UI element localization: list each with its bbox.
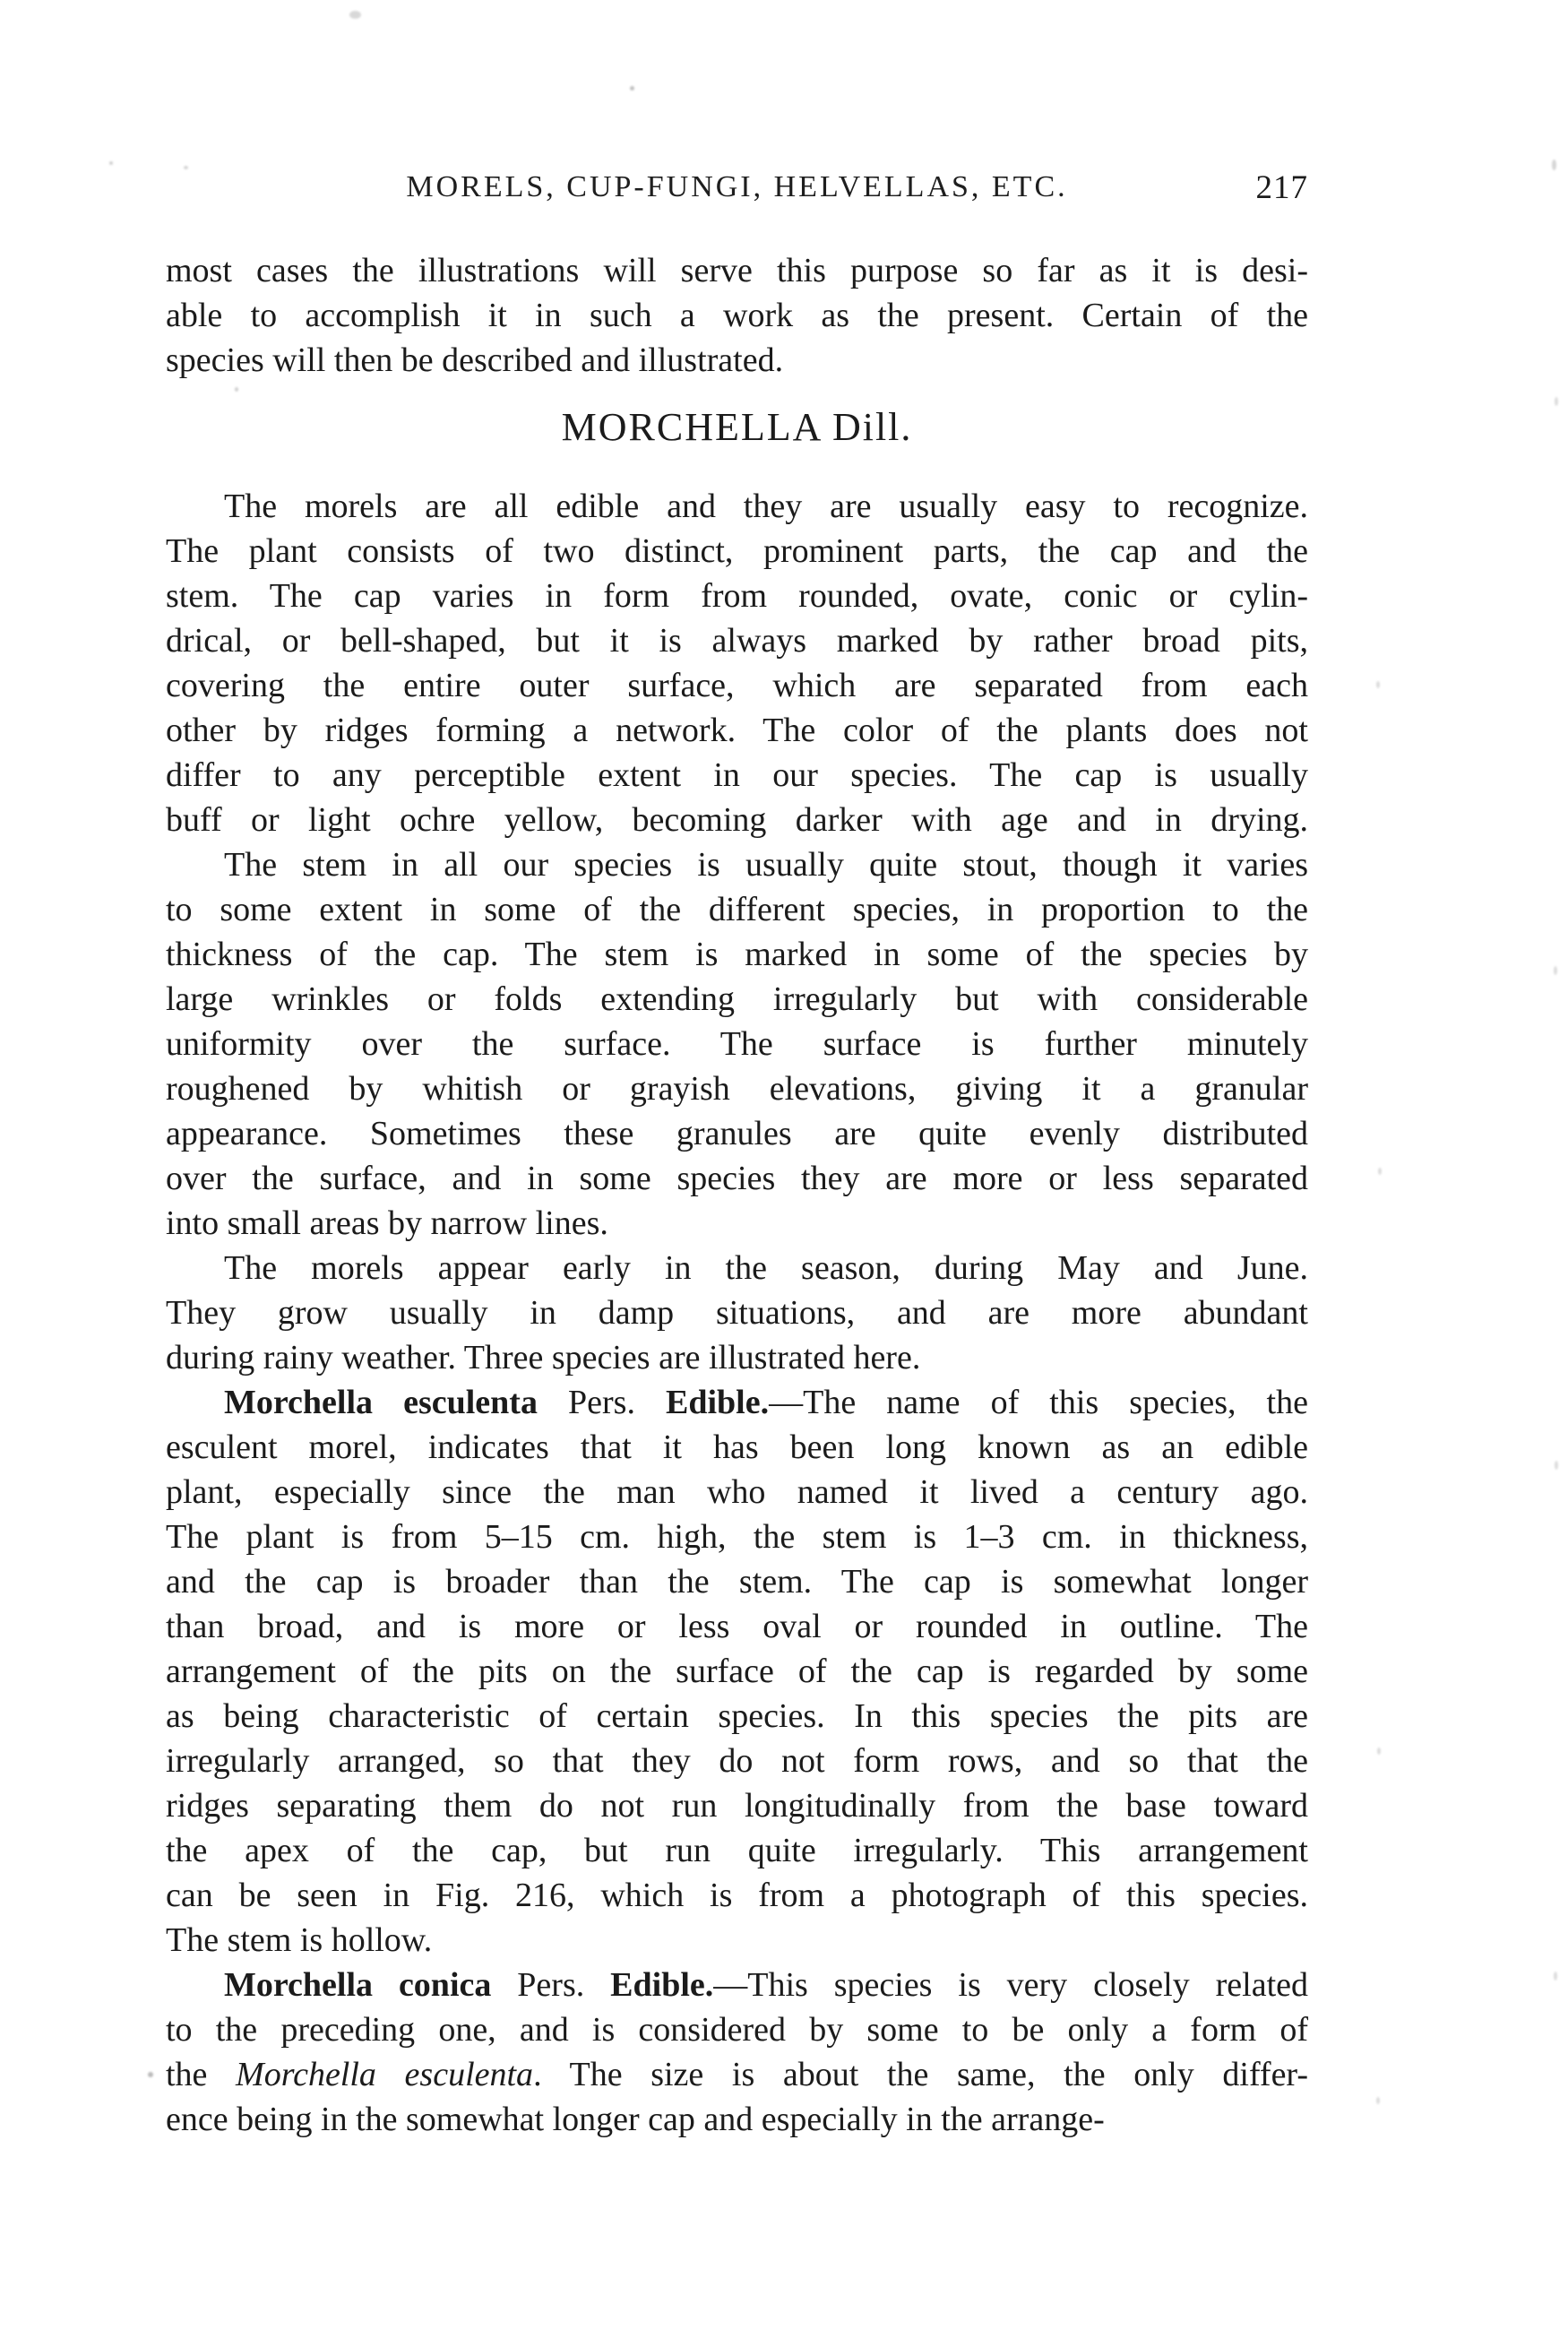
species-name-bold: Morchella conica xyxy=(224,1966,492,2004)
text-line: drical, or bell-shaped, but it is always marked by rather broad pits, xyxy=(166,622,1308,660)
text-run: Pers. xyxy=(537,1384,667,1421)
scan-artifact xyxy=(1554,966,1557,975)
scan-artifact xyxy=(109,161,113,165)
text-line: the apex of the cap, but run quite irregularly. This arrangement xyxy=(166,1832,1308,1869)
text-line: other by ridges forming a network. The color of the plants does not xyxy=(166,712,1308,749)
scan-artifact xyxy=(1376,2097,1380,2104)
scan-artifact xyxy=(235,387,238,392)
scan-artifact xyxy=(1377,1748,1381,1755)
text-run: . The size is about the same, the only differ- xyxy=(533,2056,1308,2093)
text-line: The stem is hollow. xyxy=(166,1921,433,1959)
text-line: species will then be described and illustrated. xyxy=(166,341,784,379)
scan-artifact xyxy=(1376,681,1380,688)
running-title: MORELS, CUP-FUNGI, HELVELLAS, ETC. xyxy=(406,170,1068,203)
text-run: —The name of this species, the xyxy=(769,1384,1308,1421)
edible-label-bold: Edible. xyxy=(610,1966,714,2004)
scan-artifact xyxy=(1555,1461,1558,1470)
text-run: —This species is very closely related xyxy=(713,1966,1308,2004)
text-line: and the cap is broader than the stem. The cap is somewhat longer xyxy=(166,1563,1308,1601)
text-line: irregularly arranged, so that they do not form rows, and so that the xyxy=(166,1742,1308,1780)
text-block xyxy=(166,248,1308,2142)
text-line: The morels appear early in the season, during May and June. xyxy=(224,1249,1308,1287)
text-line: during rainy weather. Three species are illustrated here. xyxy=(166,1339,921,1376)
paragraph-continuation xyxy=(166,248,1308,383)
text-line: ence being in the somewhat longer cap and especially in the arrange- xyxy=(166,2101,1105,2138)
text-run: Pers. xyxy=(491,1966,611,2004)
text-line: The plant consists of two distinct, prominent parts, the cap and the xyxy=(166,532,1308,570)
text-line: as being characteristic of certain species. In this species the pits are xyxy=(166,1697,1308,1735)
text-line: can be seen in Fig. 216, which is from a photograph of this species. xyxy=(166,1877,1308,1914)
text-line: appearance. Sometimes these granules are quite evenly distributed xyxy=(166,1115,1308,1152)
scan-artifact xyxy=(349,11,361,19)
scan-artifact xyxy=(1554,1972,1557,1980)
text-line: large wrinkles or folds extending irregularly but with considerable xyxy=(166,980,1308,1018)
text-line: stem. The cap varies in form from rounded, ovate, conic or cylin- xyxy=(166,577,1308,615)
text-line: roughened by whitish or grayish elevations, giving it a granular xyxy=(166,1070,1308,1108)
text-line xyxy=(166,1963,1308,2007)
text-line: The stem in all our species is usually quite stout, though it varies xyxy=(224,846,1308,884)
text-line xyxy=(166,2052,1308,2097)
text-line: to some extent in some of the different species, in proportion to the xyxy=(166,891,1308,928)
text-line: buff or light ochre yellow, becoming darker with age and in drying. xyxy=(166,801,1308,839)
text-line: than broad, and is more or less oval or rounded in outline. The xyxy=(166,1608,1308,1645)
scan-artifact xyxy=(630,86,634,91)
text-line: most cases the illustrations will serve this purpose so far as it is desi- xyxy=(166,252,1308,289)
page-header xyxy=(166,170,1308,211)
page-number: 217 xyxy=(1255,169,1308,206)
text-run: the xyxy=(166,2056,237,2093)
paragraph-morchella-esculenta xyxy=(166,1380,1308,1963)
text-line xyxy=(166,1380,1308,1425)
text-line: to the preceding one, and is considered by some to be only a form of xyxy=(166,2011,1308,2049)
edible-label-bold: Edible. xyxy=(666,1384,770,1421)
text-line: over the surface, and in some species they are more or less separated xyxy=(166,1160,1308,1197)
scan-artifact xyxy=(148,2072,153,2077)
species-name-italic: Morchella esculenta xyxy=(236,2056,534,2093)
text-line: thickness of the cap. The stem is marked in some of the species by xyxy=(166,936,1308,973)
text-line: covering the entire outer surface, which are separated from each xyxy=(166,667,1308,704)
text-line: esculent morel, indicates that it has been long known as an edible xyxy=(166,1428,1308,1466)
text-line: ridges separating them do not run longitudinally from the base toward xyxy=(166,1787,1308,1825)
section-heading: MORCHELLA Dill. xyxy=(561,405,913,449)
scan-artifact xyxy=(1555,397,1558,406)
paragraph-morchella-conica xyxy=(166,1963,1308,2142)
text-line: arrangement of the pits on the surface of the cap is regarded by some xyxy=(166,1653,1308,1690)
paragraph-morels-general xyxy=(166,484,1308,842)
text-line: able to accomplish it in such a work as the present. Certain of the xyxy=(166,297,1308,334)
paragraph-stem-description xyxy=(166,842,1308,1246)
scan-artifact xyxy=(1378,1168,1382,1175)
text-line: The plant is from 5–15 cm. high, the stem is 1–3 cm. in thickness, xyxy=(166,1518,1308,1556)
scan-artifact xyxy=(1552,160,1556,170)
text-line: differ to any perceptible extent in our species. The cap is usually xyxy=(166,756,1308,794)
text-line: plant, especially since the man who named it lived a century ago. xyxy=(166,1473,1308,1511)
text-line: The morels are all edible and they are usually easy to recognize. xyxy=(224,488,1308,525)
text-line: into small areas by narrow lines. xyxy=(166,1204,608,1242)
text-line: uniformity over the surface. The surface is further minutely xyxy=(166,1025,1308,1063)
paragraph-season xyxy=(166,1246,1308,1380)
scan-artifact xyxy=(184,166,188,169)
species-name-bold: Morchella esculenta xyxy=(224,1384,538,1421)
text-line: They grow usually in damp situations, and are more abundant xyxy=(166,1294,1308,1332)
